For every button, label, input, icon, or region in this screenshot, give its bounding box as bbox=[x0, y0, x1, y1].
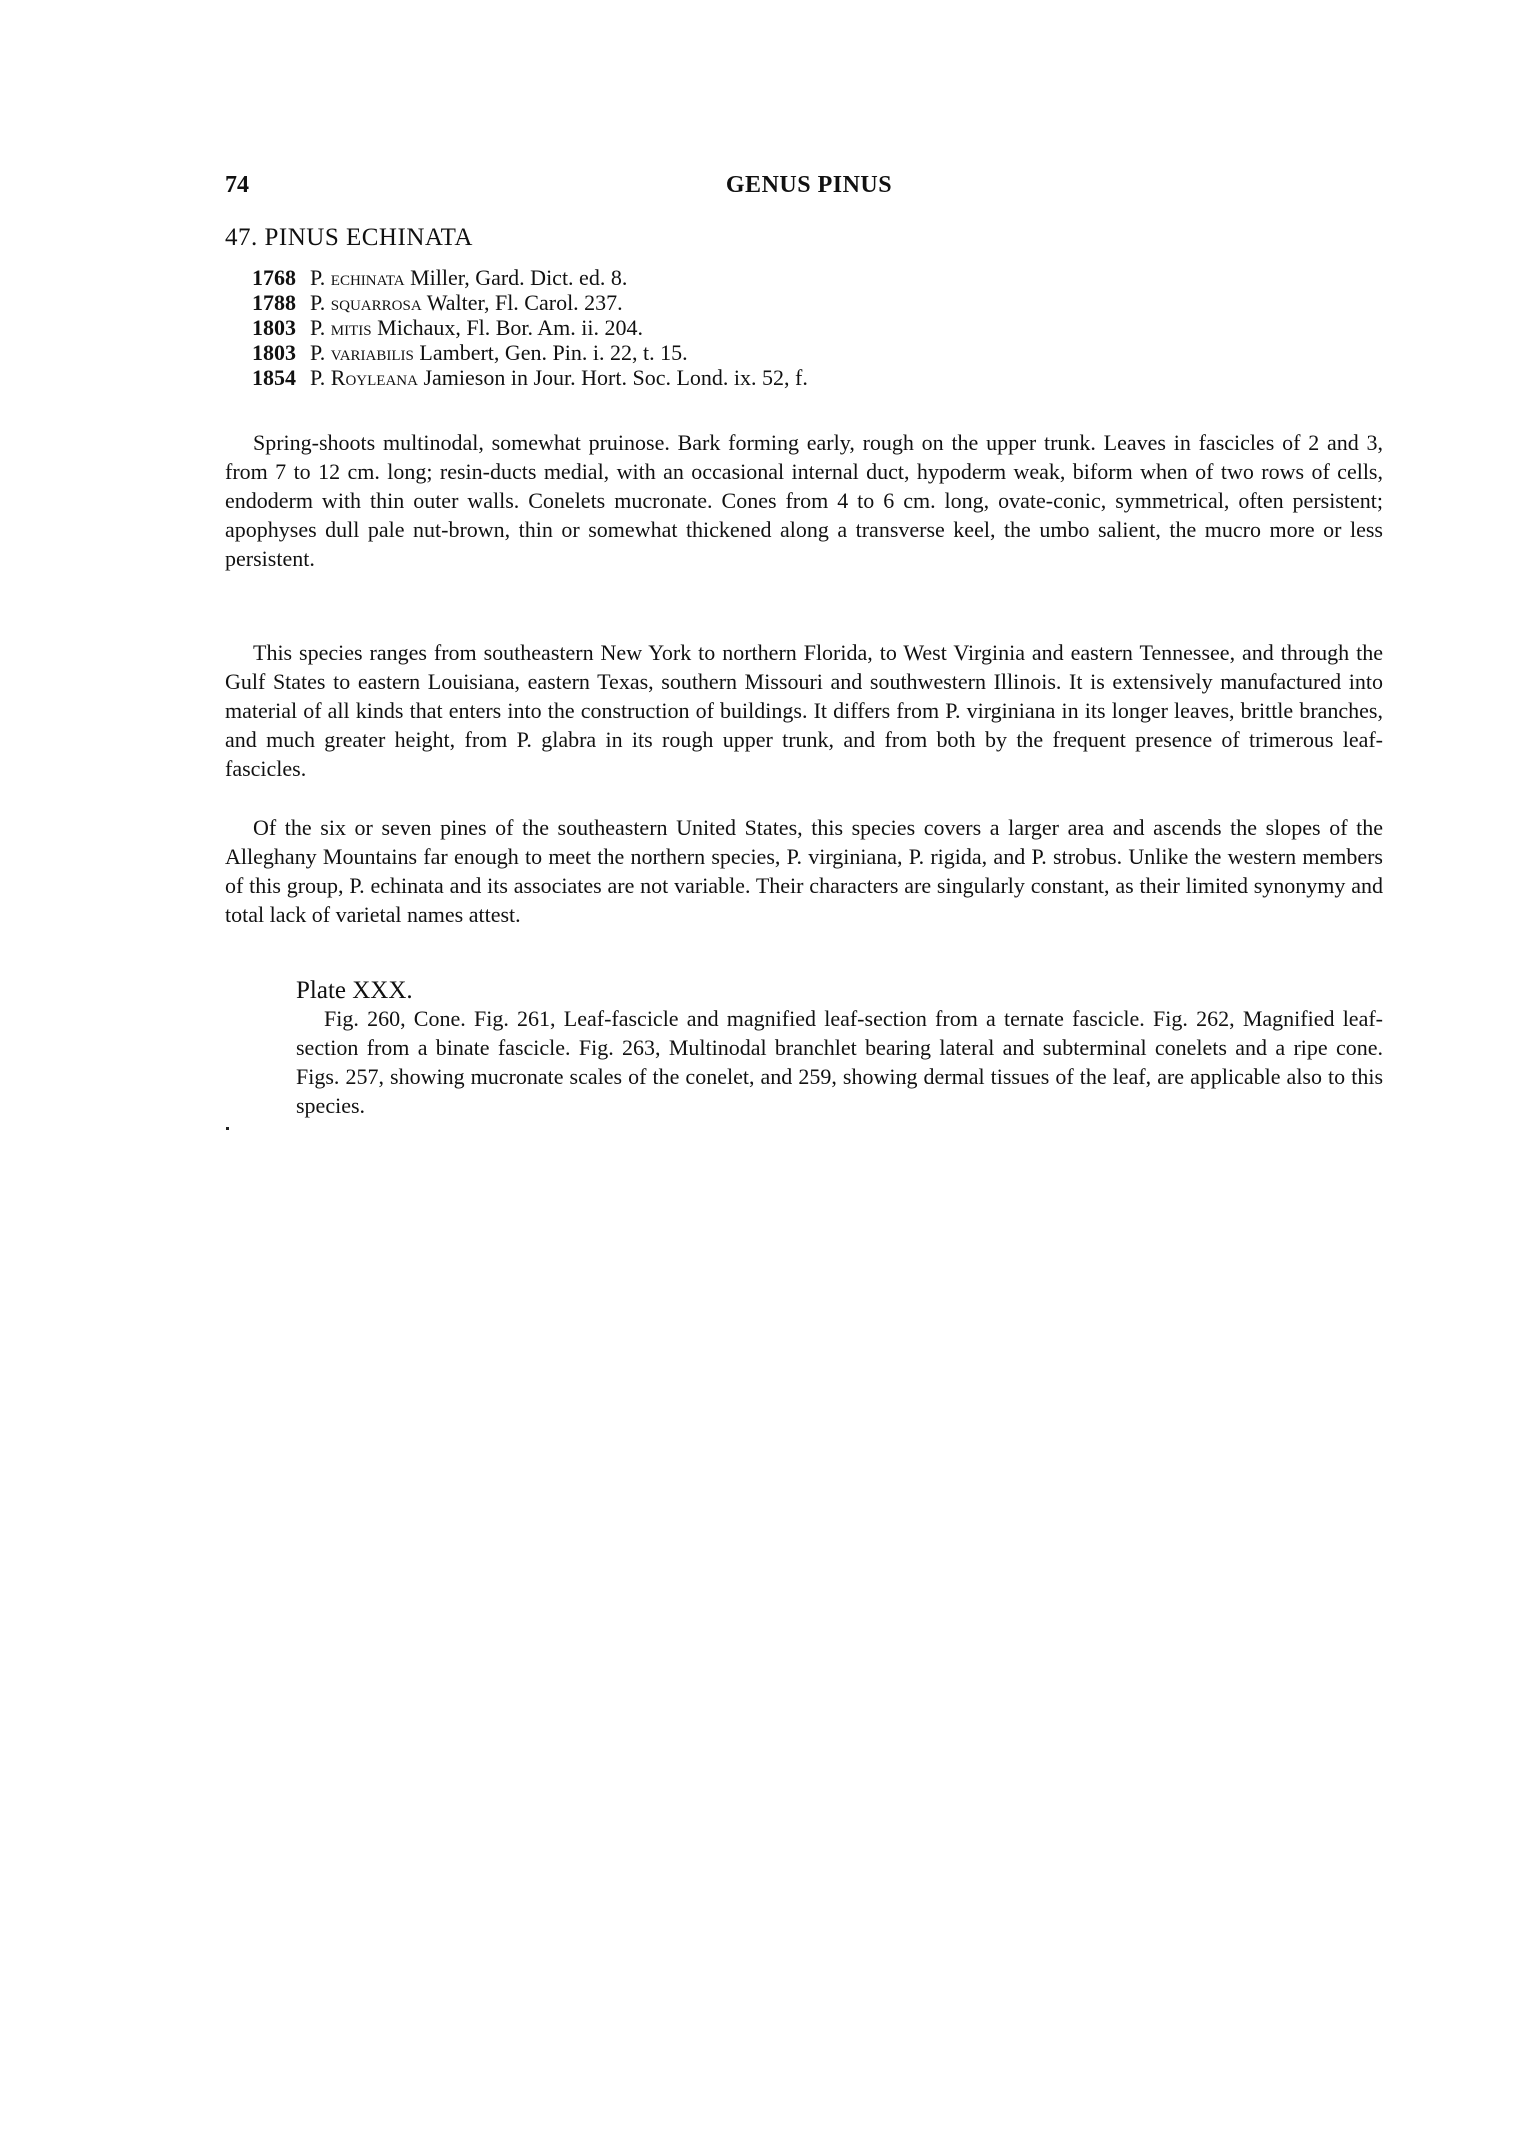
page-number: 74 bbox=[225, 172, 249, 198]
southeastern-pines-paragraph: Of the six or seven pines of the southeastern United States, this species covers a larger area and ascends the slopes of the Alleghany Mountains far enough to meet the northern species, P. virginiana, P. rigida, and P. strobus. Unlike the western members of this group, P. echinata and its associates are not variable. Their characters are singularly constant, as their limited synonymy and total lack of varietal names attest. bbox=[225, 815, 1383, 927]
synonym-name: P. variabilis bbox=[310, 340, 414, 365]
synonym-citation: Walter, Fl. Carol. 237. bbox=[421, 290, 623, 315]
synonym-entry bbox=[252, 265, 808, 290]
synonym-citation: Miller, Gard. Dict. ed. 8. bbox=[404, 265, 628, 290]
synonymy-list bbox=[252, 265, 808, 390]
synonym-entry bbox=[252, 315, 808, 340]
synonym-year: 1788 bbox=[252, 290, 296, 315]
synonym-citation: Jamieson in Jour. Hort. Soc. Lond. ix. 52, f. bbox=[417, 365, 808, 390]
synonym-name: P. squarrosa bbox=[310, 290, 422, 315]
synonym-name: P. Royleana bbox=[310, 365, 418, 390]
synonym-name: P. mitis bbox=[310, 315, 372, 340]
synonym-year: 1803 bbox=[252, 340, 296, 365]
range-paragraph: This species ranges from southeastern New York to northern Florida, to West Virginia and eastern Tennessee, and through the Gulf States to eastern Louisiana, eastern Texas, southern Missouri and southwestern Illinois. It is extensively manufactured into material of all kinds that enters into the construction of buildings. It differs from P. virginiana in its longer leaves, brittle branches, and much greater height, from P. glabra in its rough upper trunk, and from both by the frequent presence of trimerous leaf-fascicles. bbox=[225, 640, 1383, 781]
synonym-entry bbox=[252, 365, 808, 390]
synonym-entry bbox=[252, 340, 808, 365]
species-title: 47. PINUS ECHINATA bbox=[225, 224, 473, 251]
synonym-year: 1768 bbox=[252, 265, 296, 290]
synonym-citation: Lambert, Gen. Pin. i. 22, t. 15. bbox=[413, 340, 688, 365]
plate-label: Plate XXX. bbox=[296, 977, 413, 1004]
running-title: GENUS PINUS bbox=[725, 172, 893, 198]
synonym-citation: Michaux, Fl. Bor. Am. ii. 204. bbox=[371, 315, 643, 340]
margin-dot bbox=[226, 1127, 229, 1130]
running-head bbox=[225, 172, 1393, 202]
synonym-name: P. echinata bbox=[310, 265, 405, 290]
description-paragraph: Spring-shoots multinodal, somewhat pruinose. Bark forming early, rough on the upper trunk. Leaves in fascicles of 2 and 3, from 7 to 12 cm. long; resin-ducts medial, with an occasional internal duct, hypoderm weak, biform when of two rows of cells, endoderm with thin outer walls. Conelets mucronate. Cones from 4 to 6 cm. long, ovate-conic, symmetrical, often persistent; apophyses dull pale nut-brown, thin or somewhat thickened along a transverse keel, the umbo salient, the mucro more or less persistent. bbox=[225, 430, 1383, 571]
synonym-entry bbox=[252, 290, 808, 315]
synonym-year: 1803 bbox=[252, 315, 296, 340]
synonym-year: 1854 bbox=[252, 365, 296, 390]
plate-figures-caption: Fig. 260, Cone. Fig. 261, Leaf-fascicle and magnified leaf-section from a ternate fascicle. Fig. 262, Magnified leaf-section from a binate fascicle. Fig. 263, Multinodal branchlet bearing lateral and subterminal conelets and a ripe cone. Figs. 257, showing mucronate scales of the conelet, and 259, showing dermal tissues of the leaf, are applicable also to this species. bbox=[296, 1006, 1383, 1118]
